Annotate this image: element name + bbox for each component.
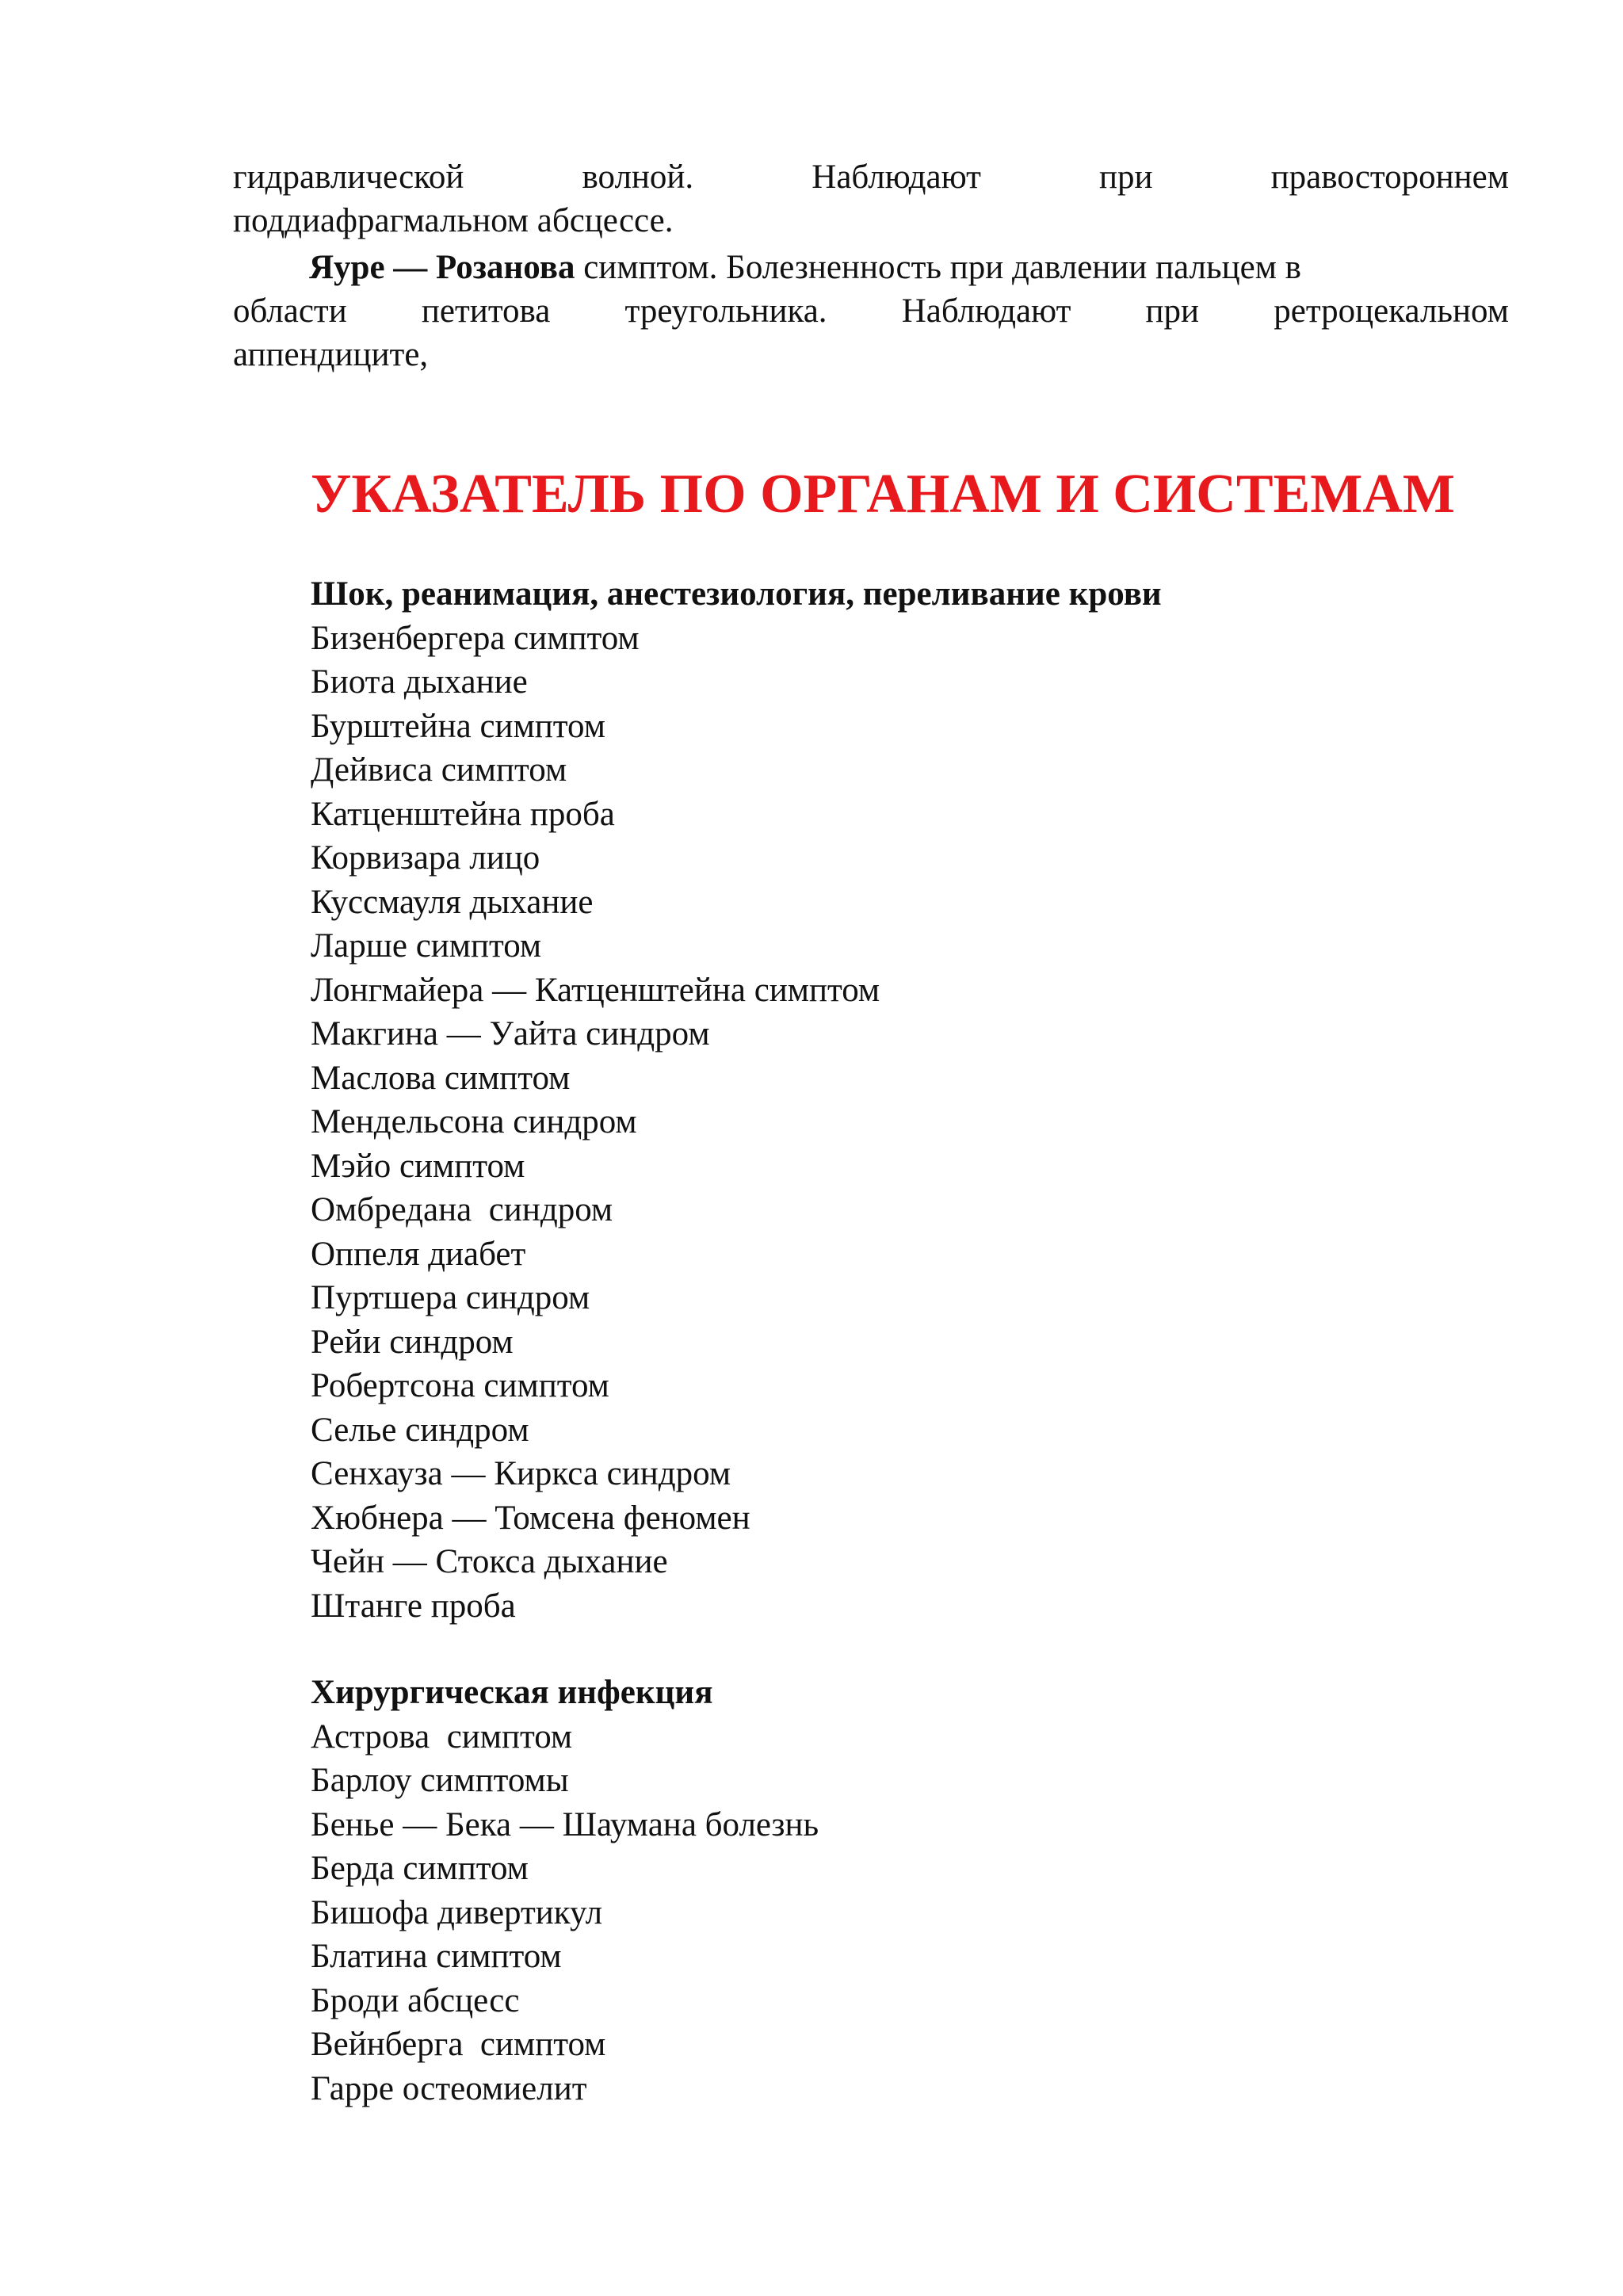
index-entry: Пуртшера синдром	[311, 1279, 590, 1316]
index-entry: Робертсона симптом	[311, 1367, 609, 1404]
eponym-term: Яуре — Розанова	[309, 249, 575, 286]
index-entry: Селье синдром	[311, 1411, 529, 1449]
word: при	[1099, 159, 1153, 196]
word: Наблюдают	[901, 292, 1071, 330]
word: волной.	[582, 159, 694, 196]
word: ретроцекальном	[1274, 292, 1509, 330]
text-line: поддиафрагмальном абсцессе.	[233, 202, 674, 239]
index-entry: Чейн — Стокса дыхание	[311, 1543, 668, 1580]
index-entry: Ларше симптом	[311, 927, 542, 965]
index-entry: Штанге проба	[311, 1587, 516, 1625]
index-entry: Бурштейна симптом	[311, 707, 605, 745]
index-entry: Корвизара лицо	[311, 839, 540, 877]
index-entry: Барлоу симптомы	[311, 1762, 569, 1799]
word: петитова	[421, 292, 551, 330]
section-title: Шок, реанимация, анестезиология, переливание крови	[311, 575, 1162, 613]
index-section-shock-reanimation	[311, 572, 1162, 1628]
index-entry: Дейвиса симптом	[311, 751, 567, 789]
justified-line	[233, 289, 1509, 333]
index-entry: Лонгмайера — Катценштейна симптом	[311, 971, 880, 1009]
index-entry: Оппеля диабет	[311, 1235, 526, 1273]
word: треугольника.	[624, 292, 827, 330]
index-entry: Броди абсцесс	[311, 1981, 520, 2019]
text-line: аппендиците,	[233, 336, 429, 373]
index-entry: Бишофа дивертикул	[311, 1893, 603, 1931]
index-entry: Макгина — Уайта синдром	[311, 1015, 710, 1052]
index-entry: Рейи синдром	[311, 1323, 514, 1361]
previous-entry-text	[233, 155, 1509, 243]
index-entry: Гарре остеомиелит	[311, 2069, 587, 2107]
index-entry: Катценштейна проба	[311, 795, 615, 833]
word: области	[233, 292, 347, 330]
index-entry: Куссмауля дыхание	[311, 883, 594, 921]
index-entry: Берда симптом	[311, 1850, 529, 1887]
section-title: Хирургическая инфекция	[311, 1674, 713, 1711]
index-heading: УКАЗАТЕЛЬ ПО ОРГАНАМ И СИСТЕМАМ	[311, 464, 1455, 525]
justified-line	[233, 155, 1509, 199]
eponym-entry-yure-rozanova	[233, 246, 1509, 376]
word: Наблюдают	[812, 159, 981, 196]
text-line	[233, 246, 1509, 289]
index-entry: Омбредана синдром	[311, 1191, 613, 1228]
index-entry: Маслова симптом	[311, 1059, 571, 1097]
index-entry: Астрова симптом	[311, 1717, 573, 1755]
word: правостороннем	[1270, 159, 1509, 196]
index-entry: Мендельсона синдром	[311, 1103, 637, 1140]
word: при	[1145, 292, 1200, 330]
index-entry: Биота дыхание	[311, 663, 528, 701]
index-entry: Бенье — Бека — Шаумана болезнь	[311, 1805, 819, 1843]
index-entry: Вейнберга симптом	[311, 2026, 606, 2063]
index-section-surgical-infection	[311, 1671, 819, 2111]
index-entry: Сенхауза — Киркса синдром	[311, 1455, 731, 1492]
index-entry: Хюбнера — Томсена феномен	[311, 1499, 750, 1537]
index-entry: Бизенбергера симптом	[311, 619, 640, 657]
entry-definition: симптом. Болезненность при давлении пальцем в	[583, 249, 1301, 286]
index-entry: Блатина симптом	[311, 1938, 562, 1975]
index-entry: Мэйо симптом	[311, 1147, 525, 1185]
word: гидравлической	[233, 159, 464, 196]
